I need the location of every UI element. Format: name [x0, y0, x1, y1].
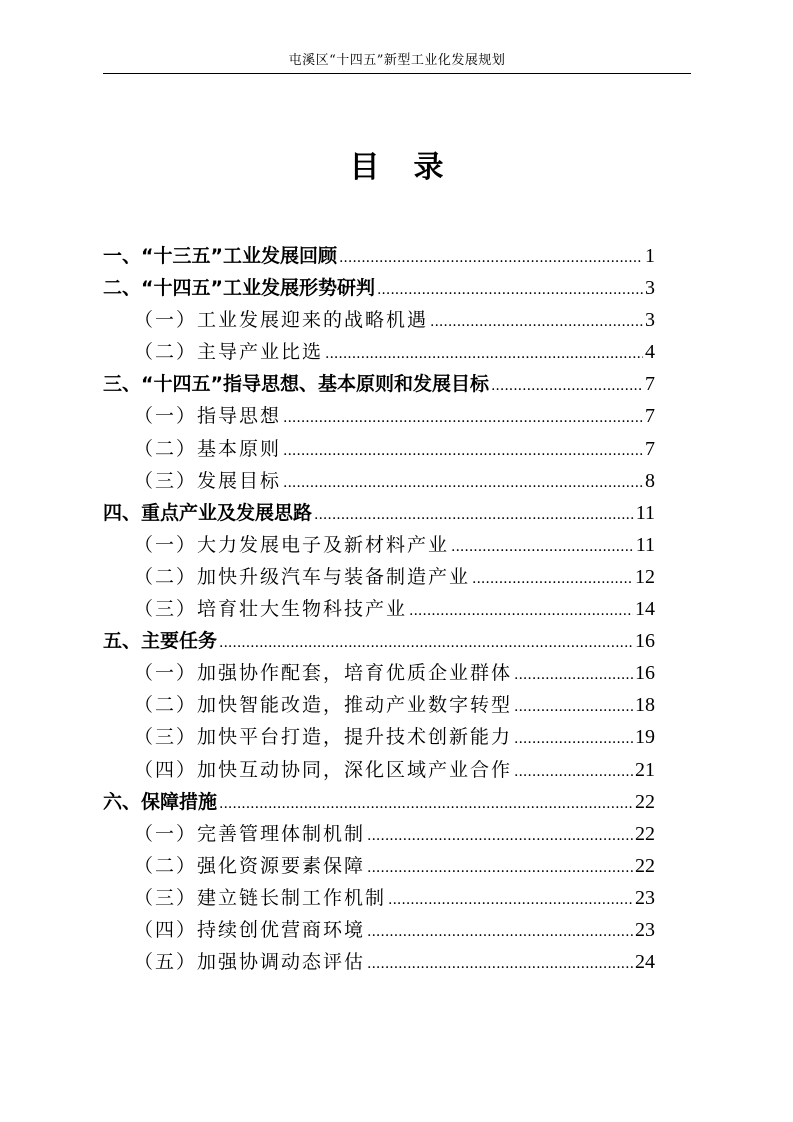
- toc-section-entry[interactable]: [103, 689, 655, 721]
- toc-dot-leader: [377, 274, 643, 306]
- toc-page-number: 18: [635, 694, 655, 717]
- toc-entry-label: （一）工业发展迎来的战略机遇: [134, 309, 429, 332]
- toc-entry-label: （二）加快升级汽车与装备制造产业: [134, 565, 471, 588]
- toc-dot-leader: [514, 756, 633, 788]
- toc-dot-leader: [472, 563, 633, 595]
- toc-entry-label: 五、主要任务: [103, 630, 218, 653]
- toc-chapter-entry[interactable]: [103, 240, 655, 272]
- toc-entry-label: （一）加强协作配套，培育优质企业群体: [134, 662, 513, 685]
- toc-page-number: 21: [635, 758, 655, 781]
- table-of-contents: [103, 240, 655, 978]
- toc-entry-label: （四）持续创优营商环境: [134, 918, 366, 941]
- toc-chapter-entry[interactable]: [103, 368, 655, 400]
- toc-dot-leader: [219, 788, 633, 820]
- toc-entry-label: 六、保障措施: [103, 790, 218, 813]
- toc-page-number: 7: [645, 373, 655, 396]
- toc-entry-label: （四）加快互动协同，深化区域产业合作: [134, 758, 513, 781]
- toc-page-number: 11: [635, 533, 655, 556]
- toc-dot-leader: [367, 820, 633, 852]
- toc-entry-label: （三）发展目标: [134, 469, 282, 492]
- toc-chapter-entry[interactable]: [103, 786, 655, 818]
- toc-dot-leader: [388, 884, 633, 916]
- toc-section-entry[interactable]: [103, 465, 655, 497]
- toc-dot-leader: [514, 659, 633, 691]
- toc-entry-label: （一）完善管理体制机制: [134, 822, 366, 845]
- toc-page-number: 11: [635, 501, 655, 524]
- toc-entry-label: （三）培育壮大生物科技产业: [134, 598, 408, 621]
- toc-section-entry[interactable]: [103, 882, 655, 914]
- toc-section-entry[interactable]: [103, 336, 655, 368]
- toc-section-entry[interactable]: [103, 914, 655, 946]
- toc-section-entry[interactable]: [103, 657, 655, 689]
- toc-entry-label: （一）指导思想: [134, 405, 282, 428]
- toc-dot-leader: [514, 691, 633, 723]
- toc-entry-label: 三、“十四五”指导思想、基本原则和发展目标: [103, 373, 489, 396]
- toc-page-number: 19: [635, 726, 655, 749]
- toc-dot-leader: [283, 402, 643, 434]
- toc-section-entry[interactable]: [103, 529, 655, 561]
- toc-dot-leader: [491, 370, 643, 402]
- toc-entry-label: （二）基本原则: [134, 437, 282, 460]
- toc-page-number: 4: [645, 341, 655, 364]
- toc-entry-label: （二）主导产业比选: [134, 341, 324, 364]
- toc-section-entry[interactable]: [103, 721, 655, 753]
- toc-entry-label: （一）大力发展电子及新材料产业: [134, 533, 450, 556]
- toc-page-number: 16: [635, 630, 655, 653]
- toc-entry-label: 一、“十三五”工业发展回顾: [103, 245, 337, 267]
- toc-section-entry[interactable]: [103, 593, 655, 625]
- toc-dot-leader: [283, 435, 643, 467]
- toc-section-entry[interactable]: [103, 433, 655, 465]
- toc-page-number: 14: [635, 598, 655, 621]
- toc-page-number: 24: [635, 951, 655, 974]
- toc-chapter-entry[interactable]: [103, 625, 655, 657]
- running-header: 屯溪区“十四五”新型工业化发展规划: [288, 53, 506, 68]
- toc-entry-label: （三）建立链长制工作机制: [134, 886, 387, 909]
- toc-dot-leader: [339, 242, 643, 274]
- toc-page-number: 7: [645, 405, 655, 428]
- toc-chapter-entry[interactable]: [103, 497, 655, 529]
- toc-section-entry[interactable]: [103, 754, 655, 786]
- toc-entry-label: （五）加强协调动态评估: [134, 951, 366, 974]
- toc-dot-leader: [325, 338, 643, 370]
- toc-section-entry[interactable]: [103, 850, 655, 882]
- toc-dot-leader: [283, 467, 643, 499]
- toc-page-number: 22: [635, 854, 655, 877]
- header-divider: [103, 73, 691, 74]
- toc-page-number: 23: [635, 886, 655, 909]
- toc-section-entry[interactable]: [103, 818, 655, 850]
- toc-entry-label: 四、重点产业及发展思路: [103, 501, 313, 524]
- toc-dot-leader: [367, 948, 633, 980]
- toc-page-number: 23: [635, 918, 655, 941]
- toc-dot-leader: [314, 499, 634, 531]
- toc-page-number: 1: [645, 245, 655, 267]
- toc-dot-leader: [367, 916, 633, 948]
- toc-section-entry[interactable]: [103, 561, 655, 593]
- toc-section-entry[interactable]: [103, 400, 655, 432]
- toc-dot-leader: [430, 306, 643, 338]
- toc-dot-leader: [367, 852, 633, 884]
- toc-section-entry[interactable]: [103, 946, 655, 978]
- toc-dot-leader: [409, 595, 633, 627]
- toc-dot-leader: [451, 531, 634, 563]
- toc-page-number: 22: [635, 790, 655, 813]
- toc-page-number: 3: [645, 277, 655, 300]
- toc-page-number: 7: [645, 437, 655, 460]
- toc-entry-label: （二）强化资源要素保障: [134, 854, 366, 877]
- toc-dot-leader: [219, 627, 633, 659]
- toc-page-number: 8: [645, 469, 655, 492]
- toc-page-number: 22: [635, 822, 655, 845]
- toc-chapter-entry[interactable]: [103, 272, 655, 304]
- toc-entry-label: （二）加快智能改造，推动产业数字转型: [134, 694, 513, 717]
- toc-page-number: 3: [645, 309, 655, 332]
- toc-entry-label: （三）加快平台打造，提升技术创新能力: [134, 726, 513, 749]
- toc-dot-leader: [514, 723, 633, 755]
- toc-section-entry[interactable]: [103, 304, 655, 336]
- page-title: 目录: [349, 150, 478, 185]
- toc-entry-label: 二、“十四五”工业发展形势研判: [103, 277, 375, 300]
- toc-page-number: 12: [635, 565, 655, 588]
- toc-page-number: 16: [635, 662, 655, 685]
